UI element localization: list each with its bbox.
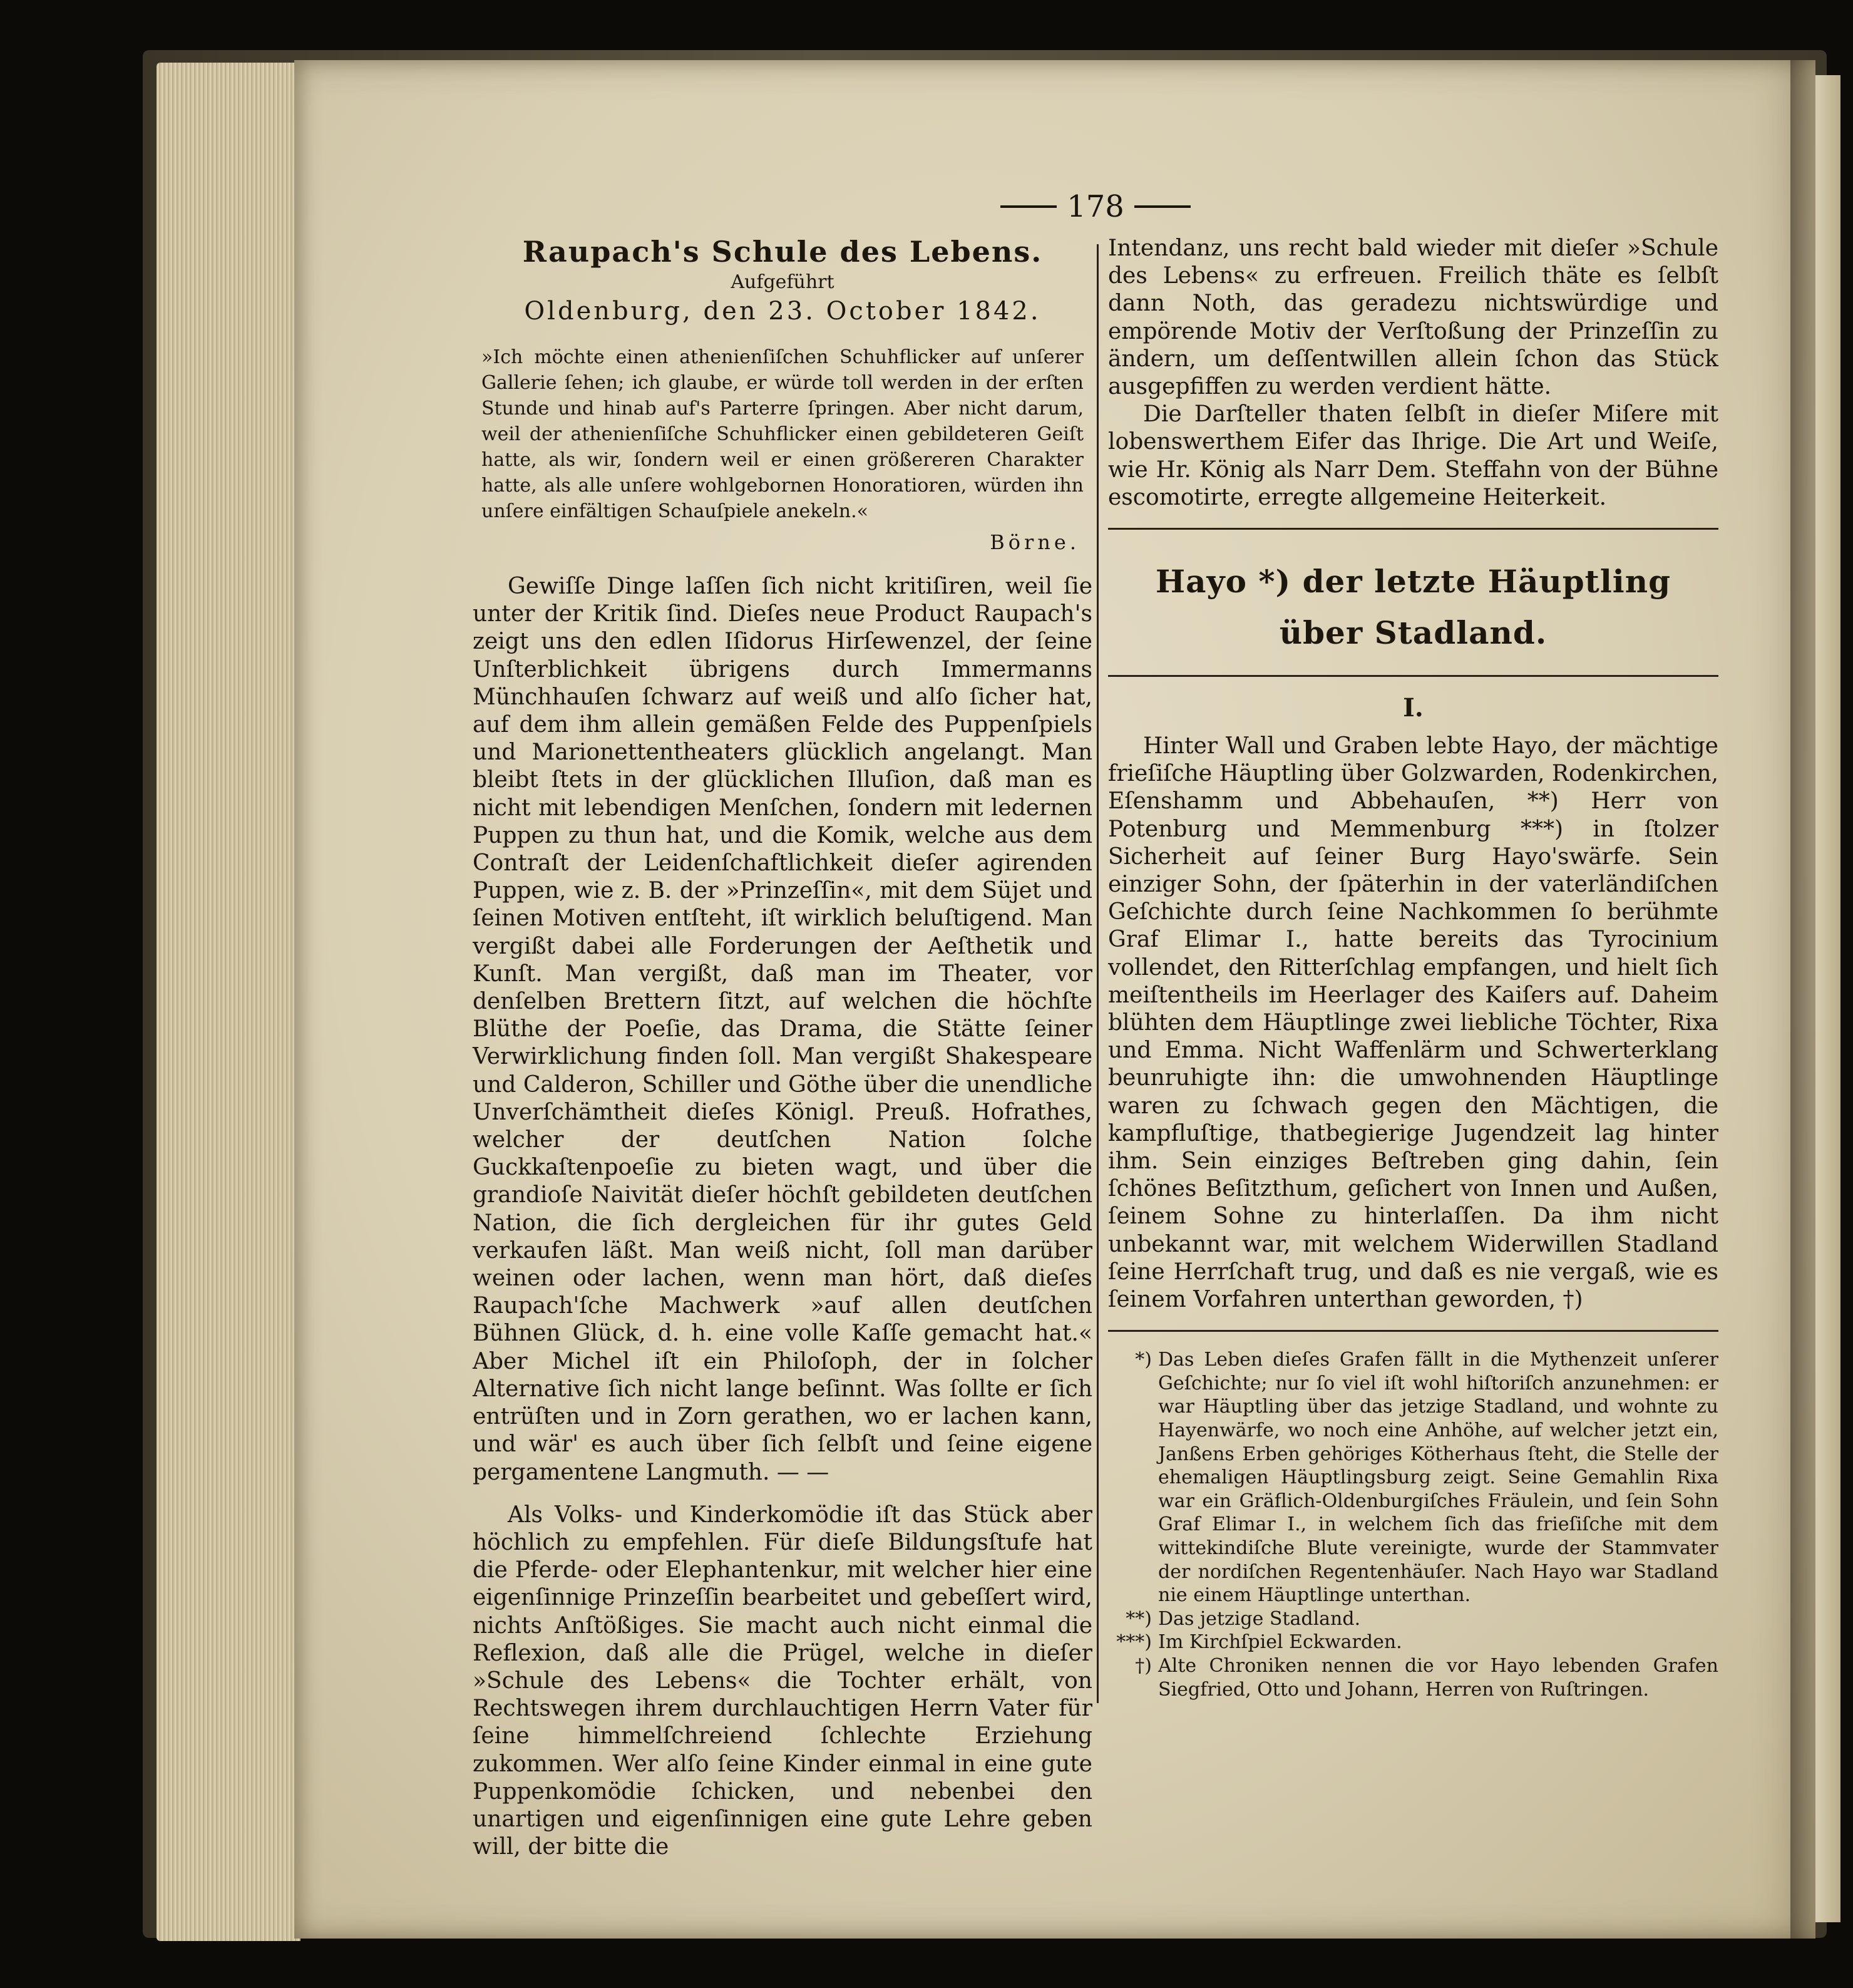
head-dash-left (1000, 205, 1057, 208)
epigraph-author: Börne. (990, 530, 1080, 554)
review-subtitle: Aufgeführt (731, 271, 834, 293)
review-closing: Die Darſteller thaten ſelbſt in dieſer Miſere mit lobenswerthem Eifer das Ihrige. Die Art und Weiſe, wie Hr. König als Narr Dem. Steffahn von der Bühne escomotirte, erregte allgemeine Heiterkeit. (1108, 401, 1718, 510)
right-column (1108, 235, 1718, 1701)
epigraph: »Ich möchte einen athenienſiſchen Schuhflicker auf unſerer Gallerie ſehen; ich glaube, er würde toll werden in der erſten Stunde und hinab auf's Parterre ſpringen. Aber nicht darum, weil der athenienſiſche Schuhflicker einen gebildeteren Geiſt hatte, als wir, ſondern weil er einen größereren Charakter hatte, als alle unſere wohlgebornen Honoratioren, würden ihn unſere einfältigen Schauſpiele anekeln.« (481, 346, 1084, 522)
chapter-number: I. (1403, 693, 1424, 723)
review-paragraph-1: Gewiſſe Dinge laſſen ſich nicht kritiſiren, weil ſie unter der Kritik ſind. Dieſes neue Product Raupach's zeigt uns den edlen Iſidorus Hirſewenzel, der ſeine Unſterblichkeit übrigens durch Immermanns Münchhauſen ſchwarz auf weiß und alſo ſicher hat, auf dem ihm allein gemäßen Felde des Puppenſpiels und Marionettentheaters glücklich angelangt. Man bleibt ſtets in der glücklichen Illuſion, daß man es nicht mit lebendigen Menſchen, ſondern mit ledernen Puppen zu thun hat, und die Komik, welche aus dem Contraſt der Leidenſchaftlichkeit dieſer agirenden Puppen, wie z. B. der »Prinzeſſin«, mit dem Süjet und ſeinen Motiven entſteht, iſt wirklich beluſtigend. Man vergißt dabei alle Forderungen der Aeſthetik und Kunſt. Man vergißt, daß man im Theater, vor denſelben Brettern ſitzt, auf welchen die höchſte Blüthe der Poeſie, das Drama, die Stätte ſeiner Verwirklichung finden ſoll. Man vergißt Shakespeare und Calderon, Schiller und Göthe über die unendliche Unverſchämtheit dieſes Königl. Preuß. Hofrathes, welcher der deutſchen Nation ſolche Guckkaſtenpoeſie zu bieten wagt, und über die grandioſe Naivität dieſer höchſt gebildeten deutſchen Nation, die ſich dergleichen für ihr gutes Geld verkaufen läßt. Man weiß nicht, ſoll man darüber weinen oder lachen, wenn man hört, daß dieſes Raupach'ſche Machwerk »auf allen deutſchen Bühnen Glück, d. h. eine volle Kaſſe gemacht hat.« Aber Michel iſt ein Philoſoph, der in ſolcher Alternative ſich nicht lange beſinnt. Was ſollte er ſich entrüſten und in Zorn gerathen, wo er lachen kann, und wär' es auch über ſich ſelbſt und ſeine eigene pergamentene Langmuth. — — (473, 574, 1092, 1485)
footnote-rule (1108, 1330, 1718, 1332)
review-continuation: Intendanz, uns recht bald wieder mit dieſer »Schule des Lebens« zu erfreuen. Freilich thäte es ſelbſt dann Noth, das geradezu nichtswürdige und empörende Motiv der Verſtoßung der Prinzeſſin zu ändern, um deſſentwillen allein ſchon das Stück ausgepfiffen zu werden verdient hätte. (1108, 235, 1718, 400)
page-edges (157, 63, 300, 1941)
review-title: Raupach's Schule des Lebens. (522, 235, 1043, 269)
footnote-text: Das jetzige Stadland. (1158, 1607, 1361, 1630)
footnote-mark: †) (1135, 1655, 1152, 1677)
footnote-text: Alte Chroniken nennen die vor Hayo lebenden Grafen Siegfried, Otto und Johann, Herren von Ruſtringen. (1158, 1655, 1718, 1701)
story-paragraph: Hinter Wall und Graben lebte Hayo, der mächtige frieſiſche Häuptling über Golzwarden, Rodenkirchen, Eſenshamm und Abbehauſen, **) Herr von Potenburg und Memmenburg ***) in ſtolzer Sicherheit auf ſeiner Burg Hayo'swärfe. Sein einziger Sohn, der ſpäterhin in der vaterländiſchen Geſchichte durch ſeine Nachkommen ſo berühmte Graf Elimar I., hatte bereits das Tyrocinium vollendet, den Ritterſchlag empfangen, und hielt ſich meiſtentheils im Heerlager des Kaiſers auf. Daheim blühten dem Häuptlinge zwei liebliche Töchter, Rixa und Emma. Nicht Waffenlärm und Schwerterklang beunruhigte ihn: die umwohnenden Häuptlinge waren zu ſchwach gegen den Mächtigen, die kampfluſtige, thatbegierige Jugendzeit lag hinter ihm. Sein einziges Beſtreben ging dahin, ſein ſchönes Beſitzthum, geſichert von Innen und Außen, ſeinem Sohne zu hinterlaſſen. Da ihm nicht unbekannt war, mit welchem Widerwillen Stadland ſeine Herrſchaft trug, und daß es nie vergaß, wie es ſeinem Vorfahren unterthan geworden, †) (1108, 733, 1719, 1313)
footnotes (1108, 1348, 1718, 1701)
footnote-mark: ***) (1116, 1631, 1152, 1654)
footnote (1108, 1348, 1718, 1607)
page-number: 178 (1067, 189, 1124, 224)
footnote (1108, 1654, 1718, 1701)
left-column (473, 235, 1092, 1861)
head-dash-right (1134, 205, 1191, 208)
title-rule (1108, 675, 1718, 677)
footnote-text: Im Kirchſpiel Eckwarden. (1158, 1631, 1402, 1654)
column-divider (1097, 244, 1099, 1703)
footnote-text: Das Leben dieſes Grafen fällt in die Mythenzeit unſerer Geſchichte; nur ſo viel iſt wohl hiſtoriſch anzunehmen: er war Häuptling über das jetzige Stadland, und wohnte zu Hayenwärfe, wo noch eine Anhöhe, auf welcher jetzt ein, Janßens Erben gehöriges Kötherhaus ſteht, die Stelle der ehemaligen Häuptlingsburg zeigt. Seine Gemahlin Rixa war ein Gräflich-Oldenburgiſches Fräulein, und ſein Sohn Graf Elimar I., in welchem ſich das frieſiſche mit dem wittekindiſche Blute vereinigte, wurde der Stammvater der nordiſchen Regentenhäuſer. Nach Hayo war Stadland nie einem Häuptlinge unterthan. (1158, 1349, 1718, 1607)
footnote (1108, 1630, 1718, 1654)
facing-page-edge (1815, 75, 1840, 1922)
section-rule (1108, 528, 1718, 530)
footnote (1108, 1607, 1718, 1631)
running-head (964, 185, 1227, 229)
book-gutter (1790, 60, 1815, 1939)
review-paragraph-2: Als Volks- und Kinderkomödie iſt das Stück aber höchlich zu empfehlen. Für dieſe Bildungsſtufe hat die Pferde- oder Elephantenkur, mit welcher hier eine eigenſinnige Prinzeſſin bearbeitet und gebeſſert wird, nichts Anſtößiges. Sie macht auch nicht einmal die Reflexion, daß alle die Prügel, welche in dieſer »Schule des Lebens« die Tochter erhält, von Rechtswegen ihrem durchlauchtigen Herrn Vater für ſeine himmelſchreiend ſchlechte Erziehung zukommen. Wer alſo ſeine Kinder einmal in eine gute Puppenkomödie ſchicken, und nebenbei den unartigen und eigenſinnigen eine gute Lehre geben will, der bitte die (473, 1501, 1092, 1860)
story-title: Hayo *) der letzte Häuptling über Stadland. (1155, 563, 1671, 652)
footnote-mark: *) (1135, 1349, 1152, 1371)
footnote-mark: **) (1126, 1607, 1152, 1630)
review-dateline: Oldenburg, den 23. October 1842. (524, 297, 1041, 326)
